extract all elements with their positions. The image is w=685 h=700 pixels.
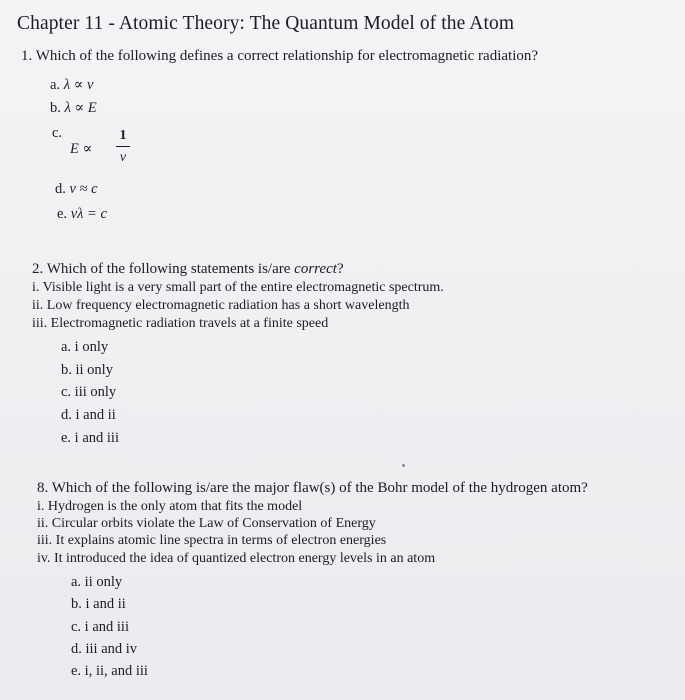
q2-option-d: d. i and ii [61,407,116,423]
q1-option-d [55,181,98,198]
q1-option-b [50,100,97,117]
q1-option-a-expr: λ ∝ ν [63,77,94,93]
q8-option-b: b. i and ii [71,596,126,612]
q8-statement-iv: iv. It introduced the idea of quantized electron energy levels in an atom [37,551,436,566]
question-2-prefix: 2. Which of the following statements is/are [32,261,295,277]
q1-option-c-numerator: 1 [119,128,127,143]
q1-option-d-expr: ν ≈ c [69,181,98,197]
q1-option-a-letter: a. [50,77,61,93]
question-2-suffix: ? [336,261,344,277]
q2-option-a: a. i only [61,339,109,355]
chapter-title: Chapter 11 - Atomic Theory: The Quantum Model of the Atom [17,13,515,34]
q1-option-c-letter: c. [52,125,63,141]
q8-option-a: a. ii only [71,574,123,590]
q2-statement-i: i. Visible light is a very small part of the entire electromagnetic spectrum. [32,280,444,295]
q2-statement-iii: iii. Electromagnetic radiation travels at a finite speed [32,316,329,331]
question-2-text [32,261,344,278]
fraction-bar [116,146,130,147]
q2-statement-ii: ii. Low frequency electromagnetic radiation has a short wavelength [32,298,410,313]
question-1-text: 1. Which of the following defines a correct relationship for electromagnetic radiation? [21,48,539,64]
q1-option-c-denominator: ν [119,150,127,166]
q8-option-e: e. i, ii, and iii [71,663,148,679]
q2-option-e: e. i and iii [61,430,119,446]
q8-option-d: d. iii and iv [71,641,138,657]
question-2-emphasis: correct [294,261,337,277]
q1-option-e [57,206,107,223]
q1-option-b-letter: b. [50,100,61,116]
q8-statement-i: i. Hydrogen is the only atom that fits the model [37,499,303,514]
stray-mark [402,464,405,467]
q2-option-b: b. ii only [61,362,113,378]
q1-option-a [50,77,93,94]
q1-option-c-lhs: E ∝ [70,141,93,157]
q8-statement-ii: ii. Circular orbits violate the Law of Conservation of Energy [37,516,376,531]
q2-option-c: c. iii only [61,384,117,400]
q8-option-c: c. i and iii [71,619,129,635]
q1-option-d-letter: d. [55,181,66,197]
q1-option-e-expr: νλ = c [70,206,107,222]
q1-option-e-letter: e. [57,206,68,222]
q1-option-c-fraction [116,128,130,166]
q8-statement-iii: iii. It explains atomic line spectra in terms of electron energies [37,533,387,548]
q1-option-b-expr: λ ∝ E [64,100,97,116]
question-8-text: 8. Which of the following is/are the major flaw(s) of the Bohr model of the hydrogen atom? [37,480,588,496]
